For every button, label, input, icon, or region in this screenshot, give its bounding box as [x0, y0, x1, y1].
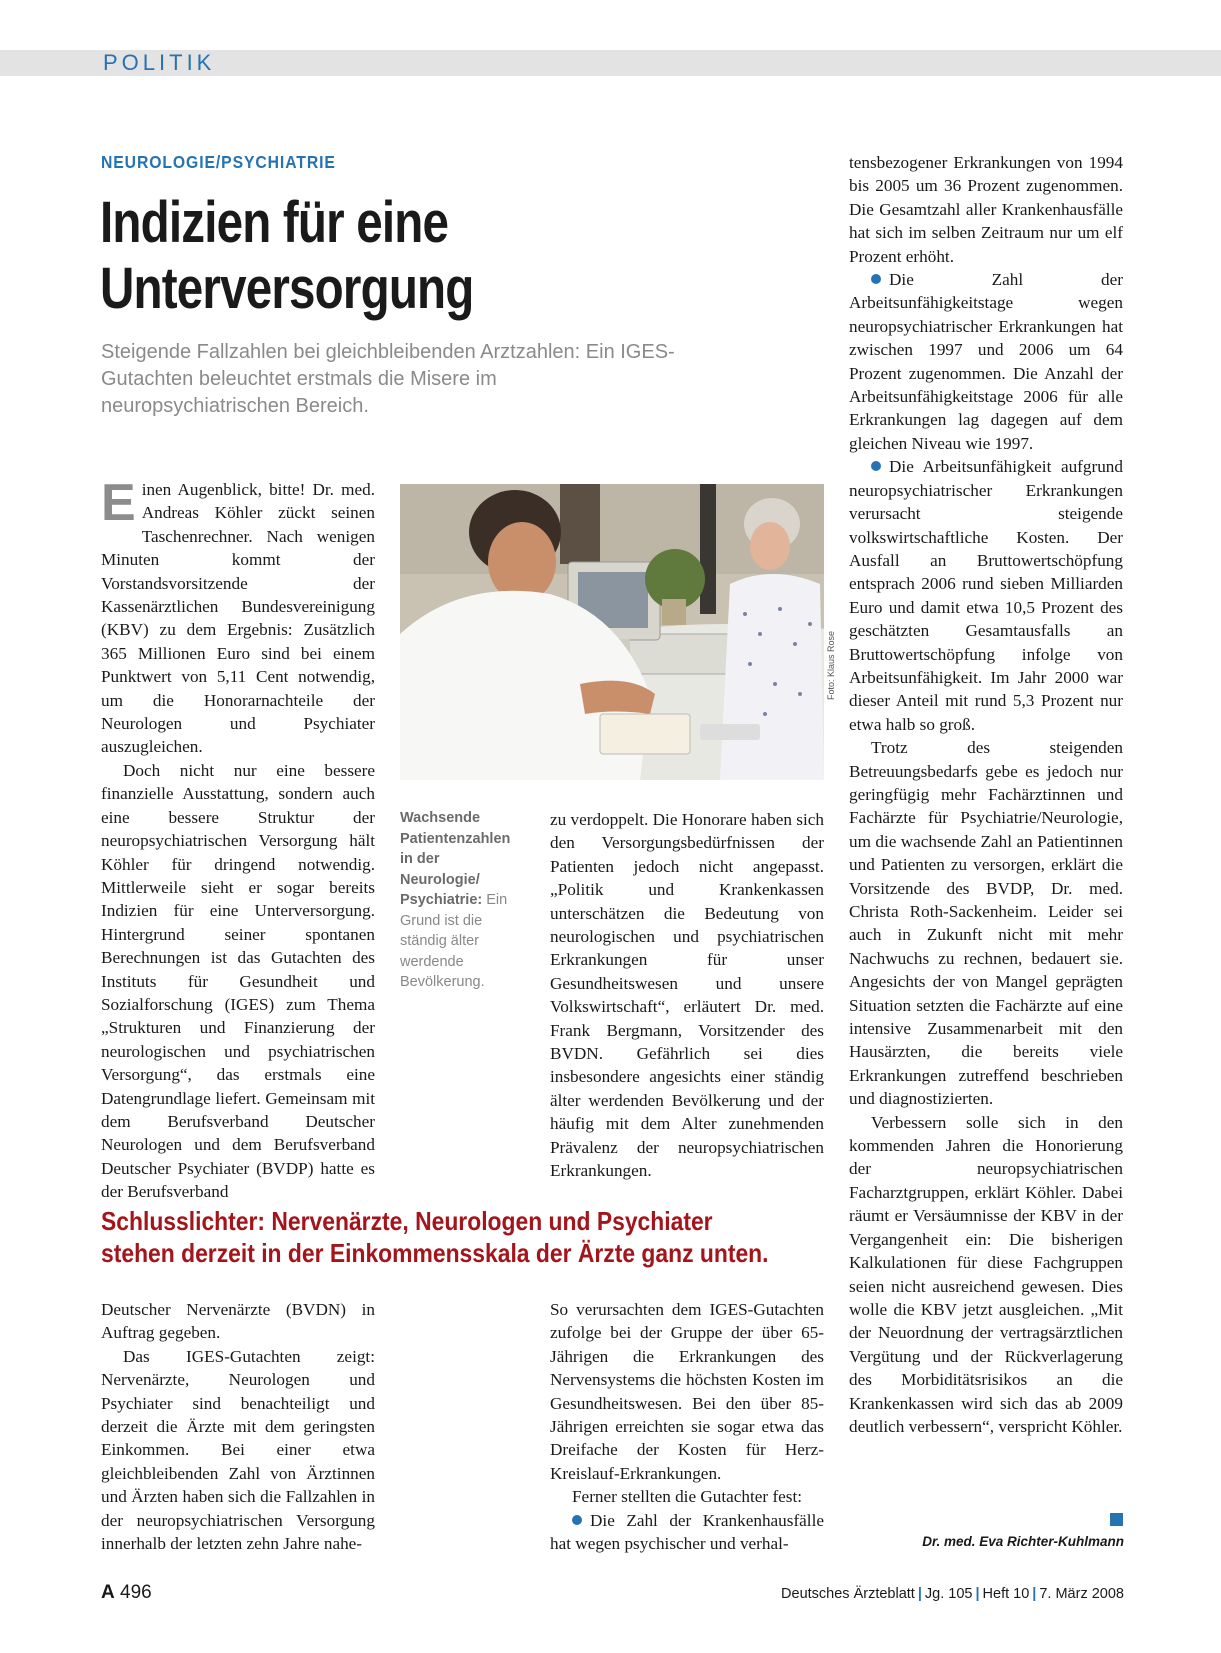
bullet-item: Die Zahl der Arbeitsunfähigkeitstage wegen neuropsychiatrischer Erkrankungen hat zwischen 1997 und 2006 um 64 Prozent zugenommen. Die Anzahl der Arbeitsunfähigkeitstage 2006 für alle Erkrankungen lag dagegen auf dem gleichen Niveau wie 1997. — [849, 270, 1123, 453]
article-subtitle: Steigende Fallzahlen bei gleichbleibenden Arztzahlen: Ein IGES-Gutachten beleuchtet erstmals die Misere im neuropsychiatrischen Bereich. — [101, 341, 675, 417]
bullet-item: Die Zahl der Krankenhausfälle hat wegen psychischer und verhal- — [550, 1510, 824, 1554]
title-line-1: Indizien für eine — [100, 190, 449, 255]
paragraph: Trotz des steigenden Betreuungsbedarfs gebe es jedoch nur geringfügig mehr Fachärztinnen und Fachärzte für Psychiatrie/Neurologie, um die wachsende Zahl an Patientinnen und Patienten zu versorgen, erklärt die Vorsitzende des BVDP, Dr. med. Christa Roth-Sackenheim. Leider sei auch in Zukunft nicht mit mehr Nachwuchs zu rechnen, bedauert sie. Angesichts der von Mangel geprägten Situation setzten die Fachärzte auf eine intensive Zusammenarbeit mit den Hausärzten, die bereits viele Erkrankungen zutreffend beschrieben und diagnostizierten. — [849, 738, 1123, 1109]
photo-caption — [400, 808, 520, 993]
column-1-top — [101, 474, 375, 1204]
bullet-icon — [572, 1515, 582, 1525]
paragraph: tensbezogener Erkrankungen von 1994 bis 2005 um 36 Prozent zugenommen. Die Gesamtzahl aller Krankenhausfälle hat sich im selben Zeitraum nur um elf Prozent erhöht. — [849, 153, 1123, 266]
dropcap: E — [101, 474, 136, 532]
paragraph: zu verdoppelt. Die Honorare haben sich den Versorgungsbedürfnissen der Patienten jedoch nicht angepasst. „Politik und Krankenkassen unterschätzen die Bedeutung von neurologischen und psychiatrischen Erkrankungen für unser Gesundheitswesen und unsere Volkswirtschaft“, erläutert Dr. med. Frank Bergmann, Vorsitzender des BVDN. Gefährlich sei dies insbesondere angesichts einer ständig älter werdenden Bevölkerung und der häufig mit dem Alter zunehmenden Prävalenz der neuropsychiatrischen Erkrankungen. — [550, 810, 824, 1181]
article-photo — [400, 484, 824, 780]
separator: | — [1032, 1586, 1037, 1602]
author-byline: Dr. med. Eva Richter-Kuhlmann — [922, 1534, 1124, 1549]
paragraph: Ferner stellten die Gutachter fest: — [572, 1487, 803, 1507]
page-prefix: A — [101, 1582, 115, 1603]
page-number — [101, 1582, 152, 1604]
separator: | — [975, 1586, 980, 1602]
footer-citation — [760, 1586, 1124, 1602]
end-of-article-icon — [1110, 1513, 1123, 1526]
pull-quote — [101, 1205, 769, 1269]
pull-quote-line-2: stehen derzeit in der Einkommensskala der Ärzte ganz unten. — [101, 1238, 769, 1268]
volume: Jg. 105 — [924, 1586, 973, 1602]
paragraph: Verbessern solle sich in den kommenden Jahren die Honorierung der neuropsychiatrischen Facharztgruppen, erklärt Köhler. Dabei räumt er Versäumnisse der KBV in der Vergangenheit ein: Die bisherigen Kalkulationen für diese Fachgruppen seien nicht ausreichend gewesen. Dies wolle die KBV jetzt ausgleichen. „Mit der Neuordnung der vertragsärztlichen Vergütung und der Rückverlagerung des Morbiditätsrisikos an die Krankenkassen wird sich das ab 2009 deutlich verbessern“, verspricht Köhler. — [849, 1112, 1123, 1436]
column-1-bottom — [101, 1298, 375, 1555]
caption-bold: Wachsende Patientenzahlen in der Neurologie/ Psychiatrie: — [400, 810, 511, 908]
caption-text: Ein Grund ist die ständig älter werdende Bevölkerung. — [400, 892, 508, 990]
page-number-value: 496 — [120, 1582, 152, 1603]
separator: | — [917, 1586, 922, 1602]
paragraph: Doch nicht nur eine bessere finanzielle Ausstattung, sondern auch eine bessere Struktur der neuropsychiatrischen Versorgung hält Köhler für dringend notwendig. Mittlerweile sieht er sogar bereits Indizien für eine Unterversorgung. Hintergrund seiner spontanen Berechnungen ist das Gutachten des Instituts für Gesundheit und Sozialforschung (IGES) zum Thema „Strukturen und Finanzierung der neurologischen und psychiatrischen Versorgung“, das erstmals eine Datengrundlage liefert. Gemeinsam mit dem Berufsverband Deutscher Neurologen und dem Berufsverband Deutscher Psychiater (BVDP) hatte es der Berufsverband — [101, 760, 375, 1202]
paragraph: Deutscher Nervenärzte (BVDN) in Auftrag gegeben. — [101, 1300, 375, 1343]
bullet-icon — [871, 274, 881, 284]
paragraph: So verursachten dem IGES-Gutachten zufolge bei der Gruppe der über 65-Jährigen die Erkrankungen des Nervensystems die höchsten Kosten im Gesundheitswesen. Bei den über 85-Jährigen erreichten sie sogar etwa das Dreifache der Kosten für Herz-Kreislauf-Erkrankungen. — [550, 1300, 824, 1483]
issue: Heft 10 — [982, 1586, 1030, 1602]
column-2-bottom — [550, 1298, 824, 1555]
bullet-item: Die Arbeitsunfähigkeit aufgrund neuropsychiatrischer Erkrankungen verursacht steigende volkswirtschaftliche Kosten. Der Ausfall an Bruttowertschöpfung entsprach 2006 rund sieben Milliarden Euro und damit etwa 10,5 Prozent des geschätzten Gesamtausfalls an Bruttowertschöpfung infolge von Arbeitsunfähigkeit. Im Jahr 2000 war dieser Anteil mit rund 5,3 Prozent nur etwa halb so groß. — [849, 457, 1123, 734]
column-2-top — [550, 808, 824, 1183]
date: 7. März 2008 — [1039, 1586, 1124, 1602]
doctor-patient-photo — [400, 484, 824, 780]
article-title — [100, 190, 474, 322]
column-3 — [849, 151, 1123, 1438]
photo-credit: Foto: Klaus Rose — [826, 630, 836, 700]
paragraph: Das IGES-Gutachten zeigt: Nervenärzte, Neurologen und Psychiater sind benachteiligt und derzeit die Ärzte mit dem geringsten Einkommen. Bei einer etwa gleichbleibenden Zahl von Ärztinnen und Ärzten haben sich die Fallzahlen in der neuropsychiatrischen Versorgung innerhalb der letzten zehn Jahre nahe- — [101, 1346, 375, 1554]
section-label: POLITIK — [103, 50, 216, 75]
journal-name: Deutsches Ärzteblatt — [781, 1586, 915, 1602]
bullet-icon — [871, 461, 881, 471]
title-line-2: Unterversorgung — [100, 256, 474, 321]
article-kicker: NEUROLOGIE/PSYCHIATRIE — [101, 152, 336, 172]
paragraph: inen Augenblick, bitte! Dr. med. Andreas Köhler zückt seinen Taschenrechner. Nach wenigen Minuten kommt der Vorstandsvorsitzende der Kassenärztlichen Bundesvereinigung (KBV) zu dem Ergebnis: Zusätzlich 365 Millionen Euro sind bei einem Punktwert von 5,11 Cent notwendig, um die Honorarnachteile der Neurologen und Psychiater auszugleichen. — [101, 480, 375, 757]
pull-quote-line-1: Schlusslichter: Nervenärzte, Neurologen und Psychiater — [101, 1206, 713, 1236]
